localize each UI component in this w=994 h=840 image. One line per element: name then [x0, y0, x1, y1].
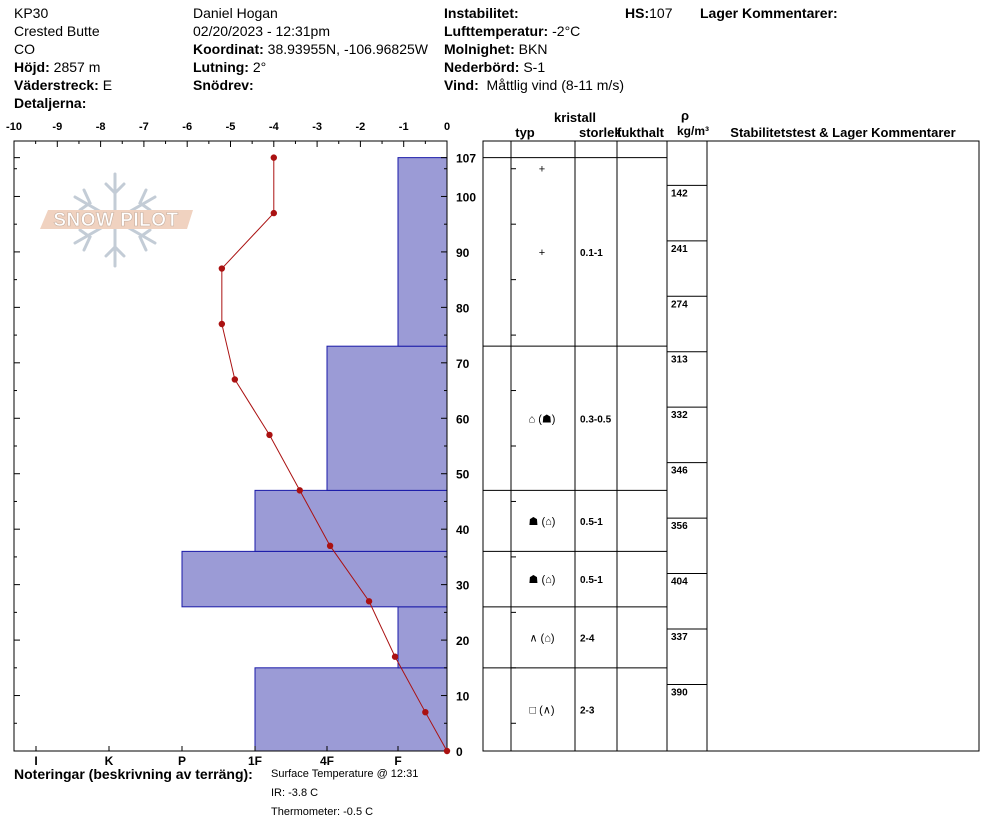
hs-value: 107 [649, 5, 673, 21]
height-tick-label: 80 [456, 301, 470, 316]
datetime: 02/20/2023 - 12:31pm [193, 23, 330, 39]
height-tick-label: 10 [456, 689, 470, 704]
airtemp-label: Lufttemperatur: [444, 23, 549, 39]
hardness-label: I [34, 754, 38, 768]
temperature-point [271, 210, 277, 216]
precip-label: Nederbörd: [444, 59, 520, 75]
temperature-point [297, 487, 303, 493]
temp-tick-label: -7 [139, 121, 149, 133]
density-value: 332 [671, 410, 688, 422]
details-label: Detaljerna: [14, 95, 87, 111]
grain-type: ☗ (⌂) [528, 574, 556, 587]
height-tick-label: 50 [456, 467, 470, 482]
note-line-2: IR: -3.8 C [271, 787, 319, 799]
size-header: storlek [579, 125, 622, 140]
hardness-bar [255, 668, 447, 751]
height-tick-label: 40 [456, 523, 470, 538]
temp-tick-label: -4 [268, 121, 279, 133]
type-header: typ [515, 125, 535, 140]
density-value: 241 [671, 243, 688, 255]
sky-value: BKN [518, 41, 548, 57]
crystal-header: kristall [554, 110, 596, 125]
moisture-header: fukthalt [617, 125, 664, 140]
density-value: 346 [671, 465, 688, 477]
temperature-point [444, 748, 450, 754]
aspect-label: Väderstreck: [14, 77, 99, 93]
hardness-bar [255, 490, 447, 551]
sky-label: Molnighet: [444, 41, 515, 57]
height-tick-label: 60 [456, 412, 470, 427]
density-value: 356 [671, 521, 688, 533]
slope-value: 2° [252, 59, 267, 75]
hardness-bar [182, 551, 447, 606]
temp-tick-label: -9 [52, 121, 63, 133]
height-tick-label: 0 [456, 745, 463, 759]
elevation-label: Höjd: [14, 59, 50, 75]
observer: Daniel Hogan [193, 5, 278, 21]
hardness-label: F [394, 754, 402, 768]
slope-label: Lutning: [193, 59, 249, 75]
rho-header: ρ [680, 108, 690, 123]
airtemp-value: -2°C [552, 23, 581, 39]
temp-tick-label: -6 [182, 121, 193, 133]
stratigraphy-table [483, 141, 979, 751]
temp-tick-label: 0 [443, 121, 451, 133]
temperature-point [266, 432, 272, 438]
grain-size: 0.5-1 [580, 516, 603, 528]
aspect-value: E [102, 77, 113, 93]
height-tick-label: 107 [456, 151, 477, 166]
hardness-bar [398, 607, 447, 668]
grain-size: 0.1-1 [580, 247, 603, 259]
hardness-bar [398, 158, 447, 347]
grain-size: 0.3-0.5 [580, 414, 612, 426]
grain-type: ☗ (⌂) [528, 515, 556, 528]
grain-type: □ (∧) [529, 704, 555, 717]
note-line-3: Thermometer: -0.5 C [271, 806, 374, 818]
temp-tick-label: -5 [225, 121, 236, 133]
density-value: 142 [671, 188, 688, 200]
coord-value: 38.93955N, -106.96825W [267, 41, 428, 57]
stability-header: Stabilitetstest & Lager Kommentarer [730, 125, 956, 140]
wind-value: Måttlig vind (8-11 m/s) [486, 77, 624, 93]
hardness-label: 4F [319, 754, 335, 768]
density-value: 313 [671, 354, 688, 366]
grain-type: ⌂ (☗) [528, 413, 556, 426]
hs-label: HS: [625, 5, 650, 21]
wind-label: Vind: [444, 77, 479, 93]
elevation-value: 2857 m [53, 59, 101, 75]
temperature-point [232, 376, 238, 382]
height-tick-label: 100 [456, 190, 477, 205]
notes-title: Noteringar (beskrivning av terräng): [14, 766, 253, 782]
density-value: 390 [671, 687, 688, 699]
temperature-point [366, 598, 372, 604]
location: Crested Butte [14, 23, 100, 39]
grain-size: 2-3 [580, 705, 595, 717]
density-value: 404 [671, 576, 688, 588]
grain-type: + [538, 163, 546, 176]
temp-tick-label: -10 [6, 121, 22, 133]
hardness-label: 1F [247, 754, 263, 768]
temperature-point [327, 543, 333, 549]
grain-size: 0.5-1 [580, 575, 603, 587]
temp-tick-label: -8 [95, 121, 106, 133]
temperature-point [219, 265, 225, 271]
state: CO [14, 41, 35, 57]
precip-value: S-1 [523, 59, 546, 75]
layer-comments-label: Lager Kommentarer: [700, 5, 838, 21]
table-frame [483, 141, 979, 751]
coord-label: Koordinat: [193, 41, 264, 57]
density-value: 274 [671, 299, 688, 311]
temperature-point [392, 654, 398, 660]
grain-type: ∧ (⌂) [529, 632, 555, 645]
height-tick-label: 20 [456, 634, 470, 649]
height-tick-label: 30 [456, 578, 470, 593]
temp-tick-label: -3 [312, 121, 322, 133]
hardness-label: K [104, 754, 114, 768]
height-tick-label: 90 [456, 245, 470, 260]
temperature-point [271, 154, 277, 160]
logo-text: SNOW PILOT [53, 210, 179, 231]
temperature-point [219, 321, 225, 327]
grain-size: 2-4 [580, 633, 595, 645]
temp-tick-label: -1 [398, 121, 409, 133]
height-tick-label: 70 [456, 356, 470, 371]
density-value: 337 [671, 632, 688, 643]
site-name: KP30 [14, 5, 49, 21]
density-unit-header: kg/m³ [676, 124, 710, 138]
snowpilot-logo [40, 174, 193, 266]
hardness-bar [327, 346, 447, 490]
instability-label: Instabilitet: [444, 5, 519, 21]
grain-type: + [538, 246, 546, 259]
temperature-point [422, 709, 428, 715]
temp-tick-label: -2 [355, 121, 366, 133]
drift-label: Snödrev: [193, 77, 254, 93]
hardness-label: P [177, 754, 187, 768]
note-line-1: Surface Temperature @ 12:31 [271, 768, 419, 780]
